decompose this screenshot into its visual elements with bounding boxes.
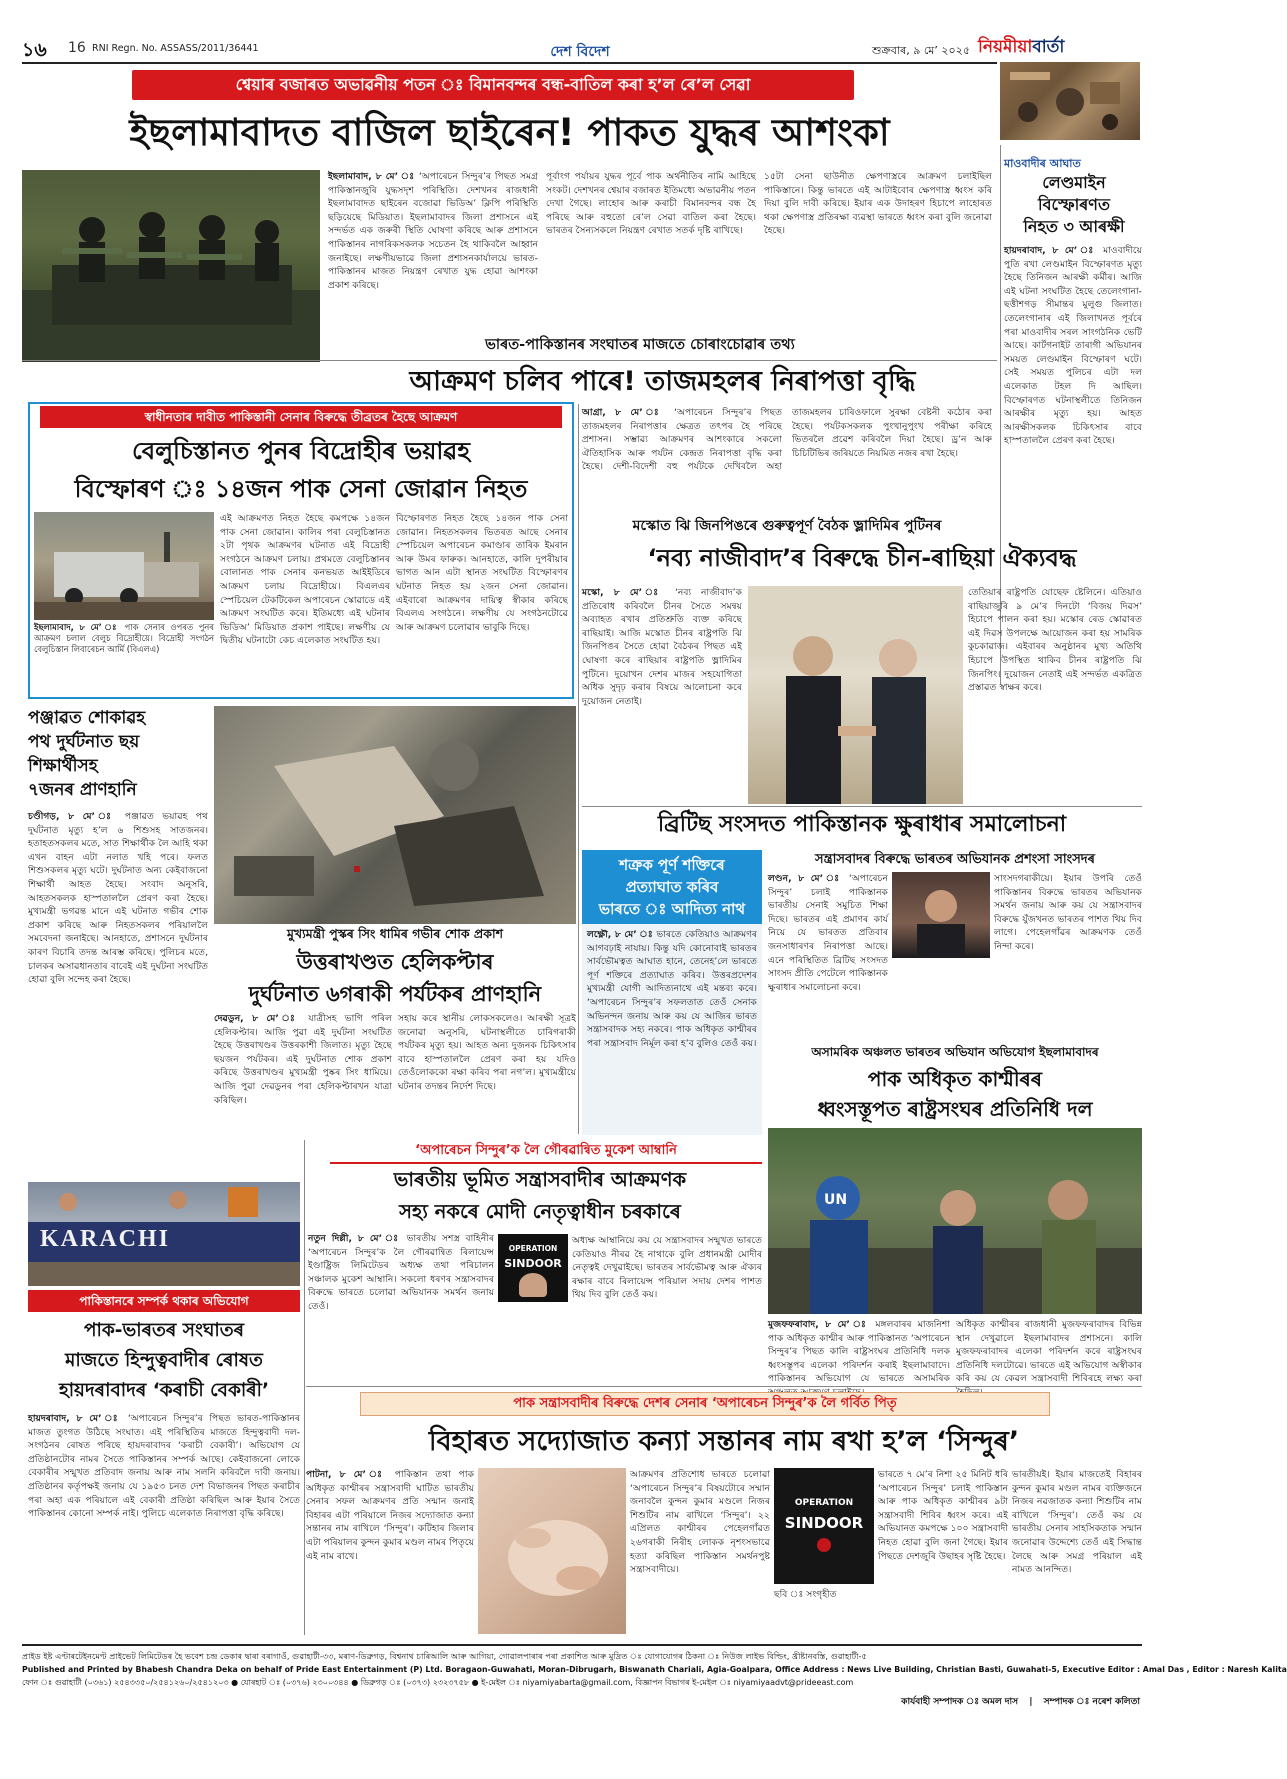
sindoor-badge-bottom: SINDOOR: [504, 1257, 562, 1270]
sindoor-poster-photo: [774, 1468, 874, 1584]
bihar-column-4: [878, 1468, 1008, 1634]
footer-credits: [560, 1694, 1140, 1709]
balochistan-kicker-text: স্বাধীনতাৰ দাবীত পাকিস্তানী সেনাৰ বিৰুদ্ধে তীব্ৰতৰ হৈছে আক্ৰমণ: [144, 410, 458, 424]
uttarakhand-headline-line1: উত্তৰাখণ্ডত হেলিকপ্টাৰ: [296, 950, 494, 974]
yogi-dateline: লক্ষ্ণৌ, ৮ মে’ ঃ: [587, 929, 654, 940]
bihar-column-1: [306, 1468, 474, 1634]
lead-dateline: ইছলামাবাদ, ৮ মে’ ঃ: [328, 171, 416, 182]
moscow-dateline: মস্কো, ৮ মে’ ঃ: [582, 587, 666, 598]
kashmir-headline-line1: পাক অধিকৃত কাশ্মীৰৰ: [867, 1067, 1043, 1091]
britain-rule: [582, 806, 1142, 807]
maoist-body-text: মাওবাদীয়ে পুতি ৰখা লেণ্ডমাইন বিস্ফোৰণত মৃত্যু হৈছে তিনিজন আৰক্ষী কৰ্মীৰ। আজি এই ঘটনা সংঘটিত হৈছে তেলেংগানা-ছত্তীশগড় সীমান্তৰ মুলুগু জিলাত। তেলেংগানাৰ এই জিলাখনত পূৰ্বৰে পৰা মাওবাদীৰ সৰল সাংগঠনিক ভেটি আছে। কাৰ্টগনাইট তাৰাগী অভিযানৰ সময়ত লেণ্ডমাইন বিস্ফোৰণ ঘটে। সেই সময়ত পুলিচৰ এটা দল এলেকাত টহল দি আছিল। বিস্ফোৰণত ঘটনাস্থলীতে তিনিজন আৰক্ষীৰ মৃত্যু হয়। আহত আৰক্ষীসকলক চিকিৎসাৰ বাবে হাস্পতাললৈ প্ৰেৰণ কৰা হৈছে।: [1004, 245, 1142, 447]
bihar-kicker-bar: [360, 1392, 1050, 1416]
mid-column-rule: [578, 404, 579, 1134]
karachi-bakery-photo: [28, 1182, 300, 1286]
balochistan-kicker-bar: [40, 406, 562, 428]
un-team-illustration: [768, 1128, 1142, 1314]
bihar-col1-text: পাকিস্তান তথা পাক অধিকৃত কাশ্মীৰৰ সন্ত্ৰাসবাদী ঘাটিত ভাৰতীয় সেনাৰ সফল আক্ৰমণৰ প্ৰতি সন্মান জনাই বিহাৰৰ এটা পৰিয়ালে নিজৰ সদ্যোজাত কন্যা সন্তানৰ নাম ৰাখিলে ‘সিন্দুৰ’। কটিহাৰ জিলাৰ এটা পৰিয়ালৰ কুন্দন কুমাৰ মণ্ডল নামৰ পিতৃয়ে এই নাম ৰাখে।: [306, 1469, 475, 1562]
bihar-dateline: পাটনা, ৮ মে’ ঃ: [306, 1469, 387, 1480]
moscow-headline: ‘নব্য নাজীবাদ’ৰ বিৰুদ্ধে চীন-ৰাছিয়া ঐক্যবদ্ধ: [647, 544, 1077, 572]
balochistan-blast-photo: [34, 512, 214, 620]
karachi-headline-line2: মাজতে হিন্দুত্ববাদীৰ ৰোষত: [65, 1350, 263, 1371]
footer-rule: [22, 1644, 1142, 1646]
maoist-kicker: মাওবাদীৰ আঘাত: [1004, 157, 1081, 170]
bihar-column-2: [630, 1468, 770, 1634]
top-kicker-text: শ্বেয়াৰ বজাৰত অভাৱনীয় পতন ঃ বিমানবন্দৰ বন্ধ-বাতিল কৰা হ’ল ৰে’ল সেৱা: [235, 75, 751, 94]
putin-xi-photo: [748, 586, 963, 804]
maoist-headline-line2: বিস্ফোৰণত: [1038, 195, 1110, 214]
yogi-headline: [582, 850, 762, 924]
footer-imprint: [22, 1650, 1287, 1689]
uttarakhand-headline-line2: দুৰ্ঘটনাত ৬গৰাকী পৰ্যটকৰ প্ৰাণহানি: [248, 982, 542, 1006]
karachi-headline-line1: পাক-ভাৰতৰ সংঘাতৰ: [83, 1320, 245, 1341]
ambani-headline: [314, 1164, 766, 1228]
britain-column-2: [994, 872, 1142, 1042]
baby-hand-photo: [478, 1468, 626, 1634]
karachi-headline-line3: হায়দৰাবাদৰ ‘কৰাচী বেকাৰী’: [58, 1380, 270, 1401]
top-kicker-bar: [132, 70, 854, 100]
logo-part-a: নিয়মীয়া: [978, 37, 1033, 57]
ambani-kicker-bar: [330, 1140, 762, 1162]
ambani-col1-text: ভাৰতীয় সশস্ত্ৰ বাহিনীৰ ‘অপাৰেচন সিন্দুৰ’ক লৈ গৌৰৱান্বিত ৰিলায়েন্স ইণ্ডাষ্ট্ৰিজ লিমিটেডৰ অধ্যক্ষ তথা পৰিচালন সঞ্চালক মুকেশ আম্বানি। সকলো ধৰণৰ সন্ত্ৰাসবাদৰ বিৰুদ্ধে ভাৰতে চলোৱা অভিযানক সমৰ্থন জনায় তেওঁ।: [308, 1233, 494, 1312]
britain-dateline: লণ্ডন, ৮ মে’ ঃ: [768, 873, 843, 884]
sindoor-poster-accent: [817, 1538, 831, 1552]
bihar-kicker-text: পাক সন্ত্ৰাসবাদীৰ বিৰুদ্ধে দেশৰ সেনাৰ ‘অপাৰেচন সিন্দুৰ’ক লৈ গৰ্বিত পিতৃ: [513, 1396, 897, 1411]
kashmir-col2-text: অধিকৃত কাশ্মীৰৰ ৰাজধানী মুজফফৰাবাদৰ বিভিন্ন স্থান দেখুৱালে ইছলামাবাদৰ প্ৰশাসনে। কালি মুজফফৰাবাদৰ এলেকা পৰিদৰ্শন কৰে ৰাষ্ট্ৰসংঘৰ প্ৰতিনিধি দলটোৱে। ভাৰতে এই অভিযোগ অস্বীকাৰ কৰি কয় যে কেৱল সন্ত্ৰাসবাদী শিবিৰহে লক্ষ্য কৰা: [956, 1319, 1142, 1385]
footer-separator: |: [1029, 1697, 1033, 1707]
balochistan-caption: [34, 622, 214, 690]
bihar-column-3: [774, 1588, 874, 1634]
uttarakhand-col1-text: যাত্ৰীসহ ভাগি পৰিল হেলিকপ্টাৰ। আজি পুৱা এই দুৰ্ঘটনা সংঘটিত হৈছে উত্তৰাখণ্ডৰ উত্তৰকাশী জিলাত। মৃত্যু হৈছে ছয়জন পৰ্যটকৰ। এই দুৰ্ঘটনাত শোক প্ৰকাশ কৰিছে উত্তৰাখণ্ডৰ মুখ্যমন্ত্ৰী পুষ্কৰ সিং ধামিয়ে। আজি পুৱা দেৱডুনৰ পৰা হেলিকপ্টাৰখন যাত্ৰা কৰিছিল।: [214, 1013, 392, 1106]
punjab-dateline: চণ্ডীগড়, ৮ মে’ ঃ: [28, 811, 117, 822]
yogi-body-text: ভাৰতে কেতিয়াও আক্ৰমণৰ আগবঢ়াই নাযায়। কিন্তু যদি কোনোবাই ভাৰতৰ সাৰ্বভৌমত্বত আঘাত হানে, তেনেহ’লে ভাৰতে পূৰ্ণ শক্তিৰে প্ৰত্যাঘাত কৰিব। উত্তৰপ্ৰদেশৰ মুখ্যমন্ত্ৰী যোগী আদিত্যনাথে এই মন্তব্য কৰে। ‘অপাৰেচন সিন্দুৰ’ৰ সফলতাত তেওঁ সেনাক অভিনন্দন জনায় আৰু কয় যে আজিৰ ভাৰত সন্ত্ৰাসবাদক সহ্য নকৰে। পাক অধিকৃত কাশ্মীৰৰ পৰা সন্ত্ৰাসবাদ নিৰ্মূল কৰা হ’ব বুলিও তেওঁ কয়।: [587, 929, 758, 1049]
balochistan-column-1: [220, 512, 390, 692]
moscow-kicker: মস্কোত ঝি জিনপিঙৰে গুৰুত্বপূৰ্ণ বৈঠক ভ্লাদিমিৰ পুটিনৰ: [632, 518, 942, 534]
lead-col2-text: পূৰ্বাংগ পৰ্যায়ৰ যুদ্ধৰ পূৰ্বে পাক অৰ্থনীতিৰ নামি আহিছে সংকট। দেশখনৰ শ্বেয়াৰ বজাৰত ইতিমধ্যে অভাৱনীয় পতন দেখা গৈছে। লাহোৰ আৰু কৰাচী বিমানবন্দৰ বন্ধ হৈ পৰিছে আৰু বহুতো ৰে’ল সেৱা বাতিল কৰা হৈছে। ভাৰতৰ সৈন্যসকলে নিয়ন্ত্ৰণ ৰেখাত সতৰ্ক দৃষ্টি ৰাখিছে।: [546, 171, 756, 237]
blast-scene-illustration: [34, 512, 214, 620]
moscow-col1-text: ‘নব্য নাজীবাদ’ক প্ৰতিৰোধ কৰিবলৈ চীনৰ সৈতে সমন্বয় অব্যাহত ৰখাৰ প্ৰতিশ্ৰুতি ব্যক্ত কৰিছে ৰাছিয়াই। আজি মস্কোত চীনৰ ৰাষ্ট্ৰপতি ঝি জিনপিঙৰ সৈতে হোৱা বৈঠকৰ পিছত এই ঘোষণা কৰে ৰাছিয়াৰ ৰাষ্ট্ৰপতি ভ্লাদিমিৰ পুটিনে। দুয়োখন দেশৰ মাজৰ সহযোগিতা অধিক সুদৃঢ় কৰাৰ বিষয়ে আলোচনা কৰে দুয়োজন নেতাই।: [582, 587, 742, 707]
un-team-photo: [768, 1128, 1142, 1314]
section-name: দেশ বিদেশ: [550, 44, 610, 60]
karachi-kicker-bar: [28, 1290, 300, 1312]
britain-col1-text: ‘অপাৰেচন সিন্দুৰ’ চলাই পাকিস্তানক ভাৰতীয় সেনাই সমুচিত শিক্ষা দিছে। ভাৰতৰ এই প্ৰমাণৰ কাৰ্য নিয়ে যে ভাৰতত প্ৰতিবাৰ জনসাধাৰণৰ নিৰাপত্তা আছে। এনে পৰিস্থিতিত ব্ৰিটিছ সংসদত সাংসদ প্ৰীতি পেটেলে পাকিস্তানক ক্ষুৰাধাৰ সমালোচনা কৰে।: [768, 873, 889, 993]
punjab-headline-line3: শিক্ষাৰ্থীসহ: [28, 756, 98, 776]
moscow-col2-text: তেতিয়াৰ ৰাষ্ট্ৰপতি যোছেফ ষ্টেলিনে। এতিয়াও ৰাছিয়াজুৰি ৯ মে’ৰ দিনটো ‘বিজয় দিৱস’ হিচাপে পালন কৰা হয়। মস্কোৰ ৰেড স্কোৱাৰত এই দিৱস উপলক্ষে আয়োজন কৰা হয় সামৰিক কুচকাৱাজ। এইবাৰৰ অনুষ্ঠানৰ মুখ্য অতিথি হিচাপে উপস্থিত থাকিব চীনৰ ৰাষ্ট্ৰপতি ঝি জিনপিং। দুয়োজন নেতাই এই সন্দৰ্ভত একত্ৰিত প্ৰস্তাৱত স্বাক্ষৰ কৰে।: [968, 587, 1142, 694]
maoist-headline: [1004, 172, 1144, 238]
lead-commandos-photo: [22, 170, 320, 362]
bihar-col4-text: ভাৰতীয়ই। ইয়াৰ মাজতেই বিহাৰৰ কুন্দন কুমাৰ মণ্ডল নামৰ ব্যক্তিজনে নিজৰ নৱজাতক কন্যা শিশুটিৰ নাম ৰাখিলে ‘সিন্দুৰ’। তেওঁ কয় যে ভাৰতীয় সেনাৰ সাহসিকতাক সন্মান জনোৱাৰ উদ্দেশ্যে তেওঁ এই সিদ্ধান্ত লৈছে আৰু সমগ্ৰ পৰিয়াল এই নামত আনন্দিত।: [1012, 1469, 1142, 1576]
uttarakhand-column-2: [398, 1012, 576, 1138]
punjab-body-text: পঞ্জাৱত ভয়াৱহ পথ দুৰ্ঘটনাত মৃত্যু হ’ল ৬ শিশুসহ সাতজনৰ। হতাহতসকলৰ মতে, সাত শিক্ষাৰ্থীক লৈ আহি থকা এখন বাহন এটা নলাত খহি পৰে। ফলত শিশুসকলৰ মৃত্যু ঘটে। দুৰ্ঘটনাত অন্য কেইবাজনো শিক্ষাৰ্থী আহত হৈছে। সংবাদ অনুসৰি, আহতসকলক হাস্পতাললৈ প্ৰেৰণ কৰা হৈছে। মুখ্যমন্ত্ৰী ভগৱন্ত মানে এই ঘটনাত গভীৰ শোক প্ৰকাশ কৰিছে আৰু নিহতসকলৰ পৰিয়াললৈ সমবেদনা জনাইছে। আনহাতে, প্ৰশাসনে দুৰ্ঘটনাৰ কাৰণ বিচাৰি তদন্ত আৰম্ভ কৰিছে। পুলিচৰ মতে, চালকৰ অসাৱধানতাৰ বাবেই এই দুৰ্ঘটনা সংঘটিত হোৱা বুলি সন্দেহ কৰা হৈছে।: [28, 811, 208, 986]
moscow-column-2: [968, 586, 1142, 804]
uttarakhand-col2-text: সহায় কৰে স্থানীয় লোকসকলেও। আৰক্ষী সূত্ৰই জনোৱা অনুসৰি, ঘটনাস্থলীতে চাৰিগৰাকী পৰ্যটকৰ মৃত্যু হয়। আহত অন্য দুজনক চিকিৎসাৰ বাবে হাস্পতাললৈ প্ৰেৰণ কৰা হয় যদিও তেওঁলোককো ৰক্ষা কৰিব পৰা নগ’ল। মুখ্যমন্ত্ৰীয়ে ঘটনাৰ তদন্তৰ নিৰ্দেশ দিছে।: [398, 1013, 576, 1092]
balochistan-headline: [32, 432, 570, 508]
bihar-photo-credit: ছবি ঃ সংগৃহীত: [774, 1589, 837, 1600]
britain-headline: ব্ৰিটিছ সংসদত পাকিস্তানক ক্ষুৰাধাৰ সমালোচনা: [657, 812, 1067, 837]
portrait-illustration: [892, 872, 990, 958]
karachi-sign-text: KARACHI: [40, 1226, 171, 1252]
balochistan-col2-text: বিস্ফোৰণত নিহত হৈছে ১৪জন পাক সেনা জোৱান। নিহতসকলৰ ভিতৰত আছে সেনাৰ স্পেচিয়েল অপাৰেচন কমাণ্ডাৰ তাৰিক ইমৰান আৰু উমৰ ফাৰুক। আনহাতে, কালি দুপৰীয়াৰ ভাগত আন এটা স্থানত সংঘটিত বিস্ফোৰণৰ ঘটনাত নিহত হয় ২জন সেনা জোৱান। এইবাৰো আক্ৰমণৰ দায়িত্ব স্বীকাৰ কৰিছে বিএলএ সংগঠনে। লক্ষণীয় যে সংগঠনটোৱে আৰু আক্ৰমণ চলোৱাৰ ভাবুকি দিছে।: [396, 513, 568, 633]
lead-col3-text: ১৫টা সেনা ছাউনীত ক্ষেপণাস্ত্ৰৰে আক্ৰমণ চলাইছিল পাকিস্তানে। কিন্তু ভাৰতে এই আটাইবোৰ ক্ষেপণাস্ত্ৰ ধ্বংস কৰি দিয়া বুলি দাবী কৰিছে। ইয়াৰ এক উদাহৰণ হিচাপে লাহোৰত থকা ক্ষেপণাস্ত্ৰ প্ৰতিৰক্ষা ব্যৱস্থা ভাৰতে ধ্বংস কৰা বুলি জনোৱা হৈছে।: [764, 171, 992, 237]
sindoor-poster-top: OPERATION: [794, 1498, 854, 1508]
punjab-body: [28, 810, 208, 1180]
ambani-column-2: [572, 1234, 762, 1382]
punjab-headline-line4: ৭জনৰ প্ৰাণহানি: [28, 780, 137, 800]
yogi-headline-line3: ভাৰতে ঃ আদিত্য নাথ: [598, 900, 746, 918]
ambani-col2-text: অধ্যক্ষ আম্বানিয়ে কয় যে সন্ত্ৰাসবাদৰ সন্মুখত ভাৰতে কেতিয়াও নীৰৱ হৈ নাথাকে বুলি প্ৰধানমন্ত্ৰী মোদীৰ নেতৃত্বই দেখুৱাইছে। ভাৰতৰ সাৰ্বভৌমত্ব আৰু ঐক্যৰ ৰক্ষাৰ বাবে ৰিলায়েন্স পৰিয়াল সদায় দেশৰ পাশত থিয় দিব বুলি তেওঁ কয়।: [572, 1235, 762, 1301]
ambani-portrait: [519, 1273, 547, 1297]
uttarakhand-column-1: [214, 1012, 392, 1138]
yogi-headline-line2: প্ৰত্যাঘাত কৰিব: [625, 878, 719, 896]
newspaper-logo: [978, 34, 1064, 62]
masthead: [0, 0, 1161, 66]
editor-credit: সম্পাদক ঃ নৰেশ কলিতা: [1043, 1697, 1140, 1707]
britain-kicker: সন্ত্ৰাসবাদৰ বিৰুদ্ধে ভাৰতৰ অভিযানক প্ৰশংসা সাংসদৰ: [815, 852, 1095, 867]
maoist-headline-line3: নিহত ৩ আৰক্ষী: [1023, 217, 1125, 236]
karachi-body-text: ‘অপাৰেচন সিন্দুৰ’ৰ পিছত ভাৰত-পাকিস্তানৰ মাজত তুংগত উঠিছে সংঘাত। এই পৰিস্থিতিৰ মাজতে হিন্দুত্ববাদী দল-সংগঠনৰ ৰোষত পৰিছে হায়দৰাবাদৰ ‘কৰাচী বেকাৰী’। অভিযোগ যে প্ৰতিষ্ঠানটোৰ নামৰ সৈতে পাকিস্তানৰ সম্পৰ্ক আছে। কেইবাজনো লোকে বেকাৰীৰ সন্মুখত প্ৰতিবাদ জনায় আৰু নাম সলনি কৰিবলৈ দাবী জনায়। প্ৰতিষ্ঠানৰ কৰ্তৃপক্ষই জনায় যে ১৯৫৩ চনত দেশ বিভাজনৰ পিছত কৰাচীৰ পৰা অহা এক পৰিয়ালে এই বেকাৰী প্ৰতিষ্ঠা কৰিছিল আৰু ইয়াৰ সৈতে পাকিস্তানৰ কোনো সম্পৰ্ক নাই। পুলিচে এলেকাত নিৰাপত্তা বৃদ্ধি কৰিছে।: [28, 1413, 301, 1520]
karachi-dateline: হায়দৰাবাদ, ৮ মে’ ঃ: [28, 1413, 122, 1424]
svg-text:UN: UN: [824, 1192, 848, 1208]
britain-col2-text: সাংসদগৰাকীয়ে। ইয়াৰ উপৰি তেওঁ পাকিস্তানৰ বিৰুদ্ধে ভাৰতৰ অভিযানক সমৰ্থন জনায় আৰু কয় যে সন্ত্ৰাসবাদৰ বিৰুদ্ধে যুঁজখনত ভাৰতৰ পাশত থিয় দিব লাগে। পেহেলগাঁৱৰ আক্ৰমণক তেওঁ নিন্দা কৰে।: [994, 873, 1142, 952]
uttarakhand-dateline: দেৱডুন, ৮ মে’ ঃ: [214, 1013, 301, 1024]
taj-dateline: আগ্ৰা, ৮ মে’ ঃ: [582, 407, 665, 418]
kashmir-kicker: অসামৰিক অঞ্চলত ভাৰতৰ অভিযান অভিযোগ ইছলামাবাদৰ: [811, 1045, 1099, 1059]
sindoor-poster-bottom: SINDOOR: [784, 1514, 864, 1532]
bihar-col3-text: ভাৰতে ৭ মে’ৰ নিশা ২৫ মিনিট ধৰি ‘অপাৰেচন সিন্দুৰ’ চলাই পাকিস্তান আৰু পাক অধিকৃত কাশ্মীৰৰ ৯টা সন্ত্ৰাসবাদী শিবিৰ ধ্বংস কৰে। এই অভিযানত কমপক্ষে ১০০ সন্ত্ৰাসবাদী নিহত হোৱা বুলি জনা গৈছে। ইয়াৰ পিছতে দেশজুৰি উছাহৰ সৃষ্টি হৈছে।: [878, 1469, 1008, 1562]
rni-number: RNI Regn. No. ASSASS/2011/36441: [92, 43, 259, 54]
maoist-dateline: হায়দৰাবাদ, ৮ মে’ ঃ: [1004, 245, 1097, 256]
ambani-kicker-text: ‘অপাৰেচন সিন্দুৰ’ক লৈ গৌৰৱান্বিত মুকেশ আম্বানি: [330, 1140, 762, 1164]
punjab-headline: [28, 706, 208, 802]
balochistan-headline-line1: বেলুচিস্তানত পুনৰ বিদ্ৰোহীৰ ভয়াৱহ: [132, 437, 470, 465]
handshake-illustration: [748, 586, 963, 804]
page-number-latin: 16: [68, 40, 86, 56]
karachi-headline: [28, 1316, 300, 1406]
punjab-headline-line2: পথ দুৰ্ঘটনাত ছয়: [28, 732, 140, 752]
footer-line-contact: ফোন ঃ গুৱাহাটী (০৩৬১) ২৫৪৩৩৫০/২৫৪১২৬০/২৫৪১২০৩ ● যোৰহাট ঃ (০৩৭৬) ২৩০০৩৪৪ ● ডিব্ৰুগড় ঃ (০৩৭৩) ২৩২৩৭৫৮ ● ই-মেইল ঃ niyamiyabarta@gmail.com, বিজ্ঞাপন বিভাগৰ ই-মেইল ঃ niyamiyaadvt@prideeast.com: [22, 1678, 854, 1687]
moscow-column-1: [582, 586, 742, 804]
balochistan-col1-text: এই আক্ৰমণত নিহত হৈছে কমপক্ষে ১৪জন পাক সেনা জোৱান। কালিৰ পৰা বেলুচিস্তানত ২টা পৃথক আক্ৰমণৰ ঘটনাত এই বিদ্ৰোহী সংগঠনে আক্ৰমণ চলায়। প্ৰথমতে বেলুচিস্তানৰ বোলানত পাক সেনাৰ কনভয়ত আইইডিৰে আক্ৰমণ চলায় বিদ্ৰোহীয়ে। বিএলএৰ স্পেচিয়েল টেকটিকেল অপাৰেচন স্কোৱাডে এই আক্ৰমণ সংঘটিত কৰে। ইতিমধ্যে এই ঘটনাৰ ভিডিঅ’ মিডিয়াত প্ৰকাশ পাইছে। লক্ষণীয় যে দ্বিতীয় ঘটনাটো কেচ এলেকাত সংঘটিত হয়।: [220, 513, 390, 647]
lead-headline: ইছলামাবাদত বাজিল ছাইৰেন! পাকত যুদ্ধৰ আশংকা: [129, 111, 890, 154]
balochistan-caption-dateline: ইছলামাবাদ, ৮ মে’ ঃ: [34, 622, 120, 632]
kashmir-dateline: মুজফফৰাবাদ, ৮ মে’ ঃ: [768, 1319, 870, 1330]
executive-editor: কাৰ্যবাহী সম্পাদক ঃ অমল দাস: [901, 1697, 1019, 1707]
bihar-column-5: [1012, 1468, 1142, 1634]
karachi-kicker-text: পাকিস্তানৰে সম্পৰ্ক থকাৰ অভিযোগ: [79, 1294, 249, 1308]
priti-patel-photo: [892, 872, 990, 958]
footer-line-english: Published and Printed by Bhabesh Chandra Deka on behalf of Pride East Entertainment (P) Ltd. Boragaon-Guwahati, Moran-Dibrugarh, Biswanath Chariali, Agia-Goalpara, Office Address : News Live Building, Christian Basti, Guwahati-5, Executive Editor : Amal Das , Editor : Naresh Kalita: [22, 1665, 1287, 1674]
bihar-top-rule: [306, 1386, 1142, 1387]
sindoor-badge-top: OPERATION: [508, 1244, 558, 1253]
bihar-col2-text: আক্ৰমণৰ প্ৰতিশোধ ভাৰতে চলোৱা ‘অপাৰেচন সিন্দুৰ’ৰ বিষয়টোৰে সম্মান জনাবলৈ কুন্দন কুমাৰ মণ্ডলে নিজৰ শিশুটিৰ নাম ৰাখিলে ‘সিন্দুৰ’। ২২ এপ্ৰিলত কাশ্মীৰৰ পেহেলগাঁৱত ২৬গৰাকী নিৰীহ লোকক নৃশংসভাৱে হত্যা কৰিছিল পাকিস্তান সমৰ্থনপুষ্ট সন্ত্ৰাসবাদীয়ে।: [630, 1469, 770, 1576]
uttarakhand-kicker: মুখ্যমন্ত্ৰী পুস্কৰ সিং ধামিৰ গভীৰ শোক প্ৰকাশ: [286, 926, 504, 941]
yogi-headline-line1: শত্ৰুক পূৰ্ণ শক্তিৰে: [619, 856, 725, 874]
helicopter-wreckage-photo: [214, 706, 576, 924]
explosives-photo: [1000, 62, 1140, 140]
taj-body-text: ‘অপাৰেচন সিন্দুৰ’ৰ পিছত তাজমহলৰ নিৰাপত্তাৰ ক্ষেত্ৰত তৎপৰ হৈ পৰিছে প্ৰশাসন। সম্ভাৱ্য আক্ৰমণৰ আশংকাৰে সকলো ঐতিহাসিক আৰু পৰ্যটন কেন্দ্ৰত নিৰাপত্তা বৃদ্ধি কৰা হৈছে। দেশী-বিদেশী বহু পৰ্যটকে দেখিবলৈ অহা তাজমহলৰ চাৰিওফালে সুৰক্ষা বেষ্টনী কঠোৰ কৰা হৈছে। পৰ্যটকসকলক পুংখানুপুংখ পৰীক্ষা কৰিহে ভিতৰলৈ প্ৰৱেশ কৰিবলৈ দিয়া হৈছে। ড্ৰ’ন আৰু চিচিটিভিৰ জৰিয়তে নিয়মিত নজৰ ৰখা হৈছে।: [582, 407, 992, 473]
uttarakhand-headline: [214, 946, 576, 1010]
wreckage-illustration: [214, 706, 576, 924]
yogi-box: [582, 850, 762, 1135]
bihar-headline: বিহাৰত সদ্যোজাত কন্যা সন্তানৰ নাম ৰখা হ’ল ‘সিন্দুৰ’: [428, 1426, 1020, 1457]
kashmir-headline-line2: ধ্বংসস্তূপত ৰাষ্ট্ৰসংঘৰ প্ৰতিনিধি দল: [817, 1097, 1093, 1121]
kashmir-headline: [768, 1064, 1142, 1124]
ambani-column-1: [308, 1232, 494, 1382]
britain-column-1: [768, 872, 888, 1042]
ambani-dateline: নতুন দিল্লী, ৮ মে’ ঃ: [308, 1233, 401, 1244]
left-column-rule: [304, 1140, 305, 1635]
page-number-assamese: ১৬: [22, 39, 47, 61]
lead-subhead: ভাৰত-পাকিস্তানৰ সংঘাতৰ মাজতে চোৰাংচোৱাৰ তথ্য: [430, 334, 850, 358]
masthead-rule: [22, 62, 997, 64]
operation-sindoor-badge: [498, 1234, 568, 1302]
balochistan-caption-text: পাক সেনাৰ ওপৰত পুনৰ আক্ৰমণ চলাল বেলুচ বিদ্ৰোহীয়ে। বিদ্ৰোহী সংগঠন বেলুচিস্তান লিবাৰেচন আৰ্মি (বিএলএ): [34, 622, 214, 654]
balochistan-headline-line2: বিস্ফোৰণ ঃ ১৪জন পাক সেনা জোৱান নিহত: [74, 475, 528, 503]
maoist-headline-line1: লেণ্ডমাইন: [1042, 173, 1106, 192]
karachi-body: [28, 1412, 300, 1634]
yogi-body: [582, 924, 762, 1131]
taj-headline: আক্ৰমণ চলিব পাৰে! তাজমহলৰ নিৰাপত্তা বৃদ্ধি: [409, 366, 916, 397]
balochistan-column-2: [396, 512, 568, 692]
punjab-headline-line1: পঞ্জাৱত শোকাৱহ: [28, 708, 146, 728]
footer-line-assamese: প্ৰাইড ইষ্ট এণ্টাৰটেইনমেণ্ট প্ৰাইভেট লিমিটেডৰ হৈ ভবেশ চন্দ্ৰ ডেকাৰ দ্বাৰা বৰাগাওঁ, গুৱাহাটী-৩৩, মৰাণ-ডিব্ৰুগড়, বিশ্বনাথ চাৰিআলি আৰু আগিয়া, গোৱালপাৰাৰ পৰা প্ৰকাশিত আৰু মুদ্ৰিত ঃ যোগাযোগৰ ঠিকনা ঃ নিউজ লাইভ বিল্ডিং, খ্ৰীষ্টানবস্তি, গুৱাহাটী-৫: [22, 1651, 867, 1661]
ambani-headline-line1: ভাৰতীয় ভূমিত সন্ত্ৰাসবাদীৰ আক্ৰমণক: [393, 1168, 687, 1191]
explosives-illustration: [1000, 62, 1140, 140]
kashmir-col1-text: মঙ্গলবাৰৰ মাজনিশা পাক অধিকৃত কাশ্মীৰ আৰু পাকিস্তানত ‘অপাৰেচন সিন্দুৰ’ৰ পিছত কালি ৰাষ্ট্ৰসংঘৰ প্ৰতিনিধি দলক ধ্বংসস্তূপৰ এলেকা পৰিদৰ্শন কৰাই ইছলামাবাদে। পাকিস্তানৰ অভিযোগ যে ভাৰতে অসামৰিক: [768, 1319, 950, 1385]
taj-body: [582, 406, 992, 514]
commandos-illustration: [22, 170, 320, 362]
baby-hand-illustration: [478, 1468, 626, 1634]
issue-date: শুক্রবাৰ, ৯ মে’ ২০২৫: [872, 44, 970, 57]
logo-part-b: বাৰ্তা: [1032, 37, 1065, 57]
ambani-headline-line2: সহ্য নকৰে মোদী নেতৃত্বাধীন চৰকাৰে: [399, 1200, 681, 1223]
lead-col1-text: ‘অপাৰেচন সিন্দুৰ’ৰ পিছত সমগ্ৰ পাকিস্তানজুৰি যুদ্ধসদৃশ পৰিস্থিতি। দেশখনৰ ৰাজধানী ইছলামাবাদত ছাইৰেন বজোৱা ভিডিঅ’ ক্লিপি পৰিস্থিতি ছড়িয়েছে মিডিয়াত। ইছলামাবাদৰ জিলা প্ৰশাসনে এই সন্দৰ্ভত এক জৰুৰী স্থিতি ঘোষণা কৰিছে আৰু প্ৰশাসনে পাকিস্তানৰ নাগৰিকসকলক সচেতন হৈ থাকিবলৈ আহ্বান জনাইছে। লক্ষণীয়ভাৱে জিলা প্ৰশাসনকাৰ্যালয়ে ভাৰত-পাকিস্তানৰ মাজত নিয়ন্ত্ৰণ ৰেখাত যুদ্ধ হোৱা আশংকা প্ৰকাশ কৰিছে।: [328, 171, 539, 291]
